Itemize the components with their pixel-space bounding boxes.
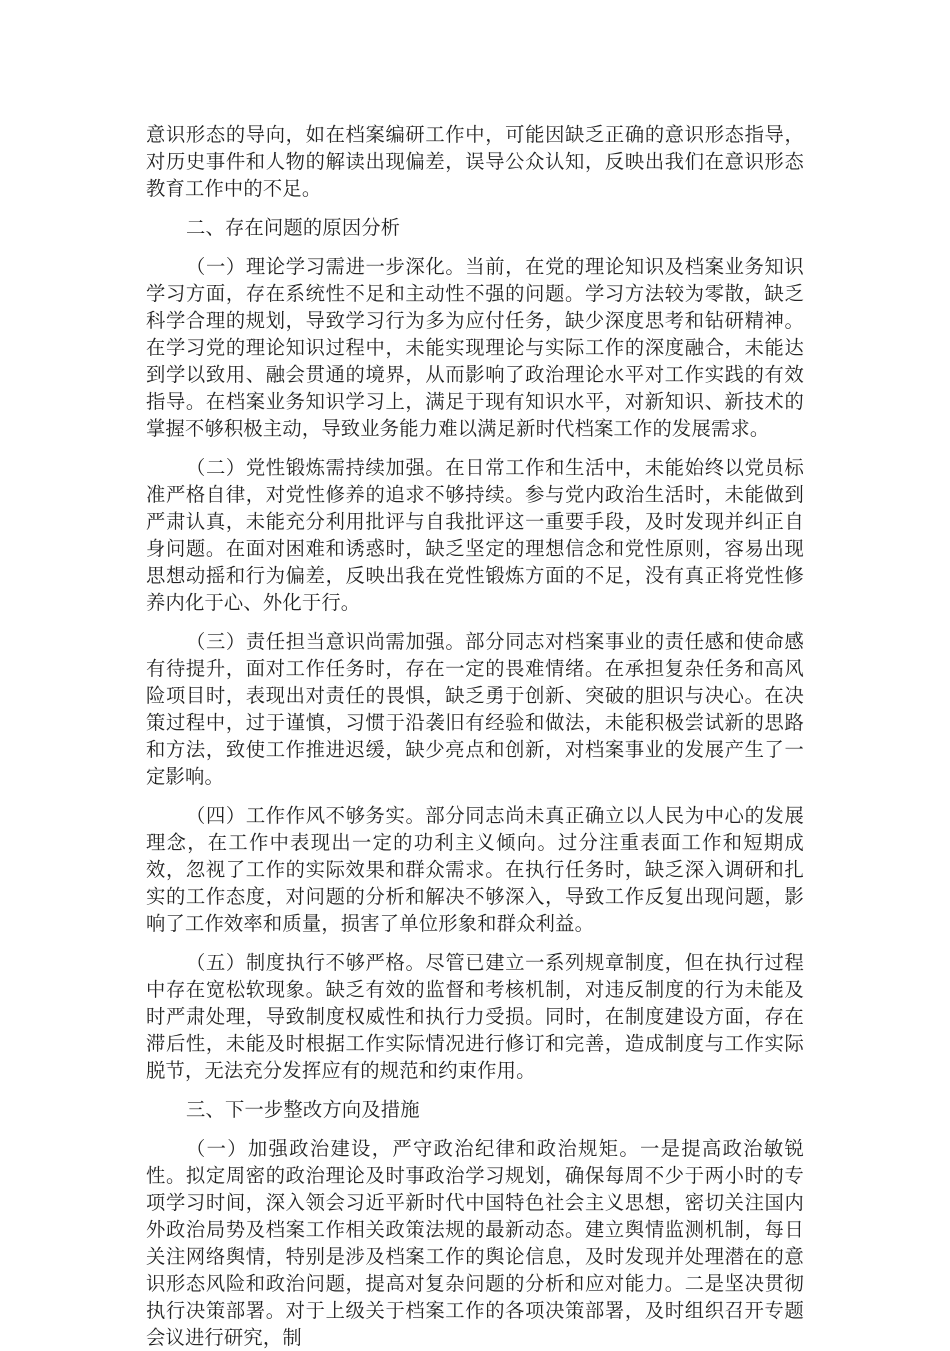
paragraph-party-spirit: （二）党性锻炼需持续加强。在日常工作和生活中，未能始终以党员标准严格自律，对党性修养的追求不够持续。参与党内政治生活时，未能做到严肃认真，未能充分利用批评与自我批评这一重要手段，及时发现并纠正自身问题。在面对困难和诱惑时，缺乏坚定的理想信念和党性原则，容易出现思想动摇和行为偏差，反映出我在党性锻炼方面的不足，没有真正将党性修养内化于心、外化于行。: [146, 456, 804, 614]
section-heading-rectification: 三、下一步整改方向及措施: [186, 1098, 420, 1121]
section-heading-cause-analysis: 二、存在问题的原因分析: [186, 216, 401, 239]
document-page: [146, 121, 804, 1351]
paragraph-responsibility: （三）责任担当意识尚需加强。部分同志对档案事业的责任感和使命感有待提升，面对工作任务时，存在一定的畏难情绪。在承担复杂任务和高风险项目时，表现出对责任的畏惧，缺乏勇于创新、突破的胆识与决心。在决策过程中，过于谨慎，习惯于沿袭旧有经验和做法，未能积极尝试新的思路和方法，致使工作推进迟缓，缺少亮点和创新，对档案事业的发展产生了一定影响。: [146, 630, 804, 788]
paragraph-theory-study: （一）理论学习需进一步深化。当前，在党的理论知识及档案业务知识学习方面，存在系统性不足和主动性不强的问题。学习方法较为零散，缺乏科学合理的规划，导致学习行为多为应付任务，缺少深度思考和钻研精神。在学习党的理论知识过程中，未能实现理论与实际工作的深度融合，未能达到学以致用、融会贯通的境界，从而影响了政治理论水平对工作实践的有效指导。在档案业务知识学习上，满足于现有知识水平，对新知识、新技术的掌握不够积极主动，导致业务能力难以满足新时代档案工作的发展需求。: [146, 255, 804, 440]
paragraph-system-execution: （五）制度执行不够严格。尽管已建立一系列规章制度，但在执行过程中存在宽松软现象。缺乏有效的监督和考核机制，对违反制度的行为未能及时严肃处理，导致制度权威性和执行力受损。同时，在制度建设方面，存在滞后性，未能及时根据工作实际情况进行修订和完善，造成制度与工作实际脱节，无法充分发挥应有的规范和约束作用。: [146, 951, 804, 1082]
paragraph-work-style: （四）工作作风不够务实。部分同志尚未真正确立以人民为中心的发展理念，在工作中表现出一定的功利主义倾向。过分注重表面工作和短期成效，忽视了工作的实际效果和群众需求。在执行任务时，缺乏深入调研和扎实的工作态度，对问题的分析和解决不够深入，导致工作反复出现问题，影响了工作效率和质量，损害了单位形象和群众利益。: [146, 804, 804, 935]
paragraph-political-construction: （一）加强政治建设，严守政治纪律和政治规矩。一是提高政治敏锐性。拟定周密的政治理论及时事政治学习规划，确保每周不少于两小时的专项学习时间，深入领会习近平新时代中国特色社会主义思想，密切关注国内外政治局势及档案工作相关政策法规的最新动态。建立舆情监测机制，每日关注网络舆情，特别是涉及档案工作的舆论信息，及时发现并处理潜在的意识形态风险和政治问题，提高对复杂问题的分析和应对能力。二是坚决贯彻执行决策部署。对于上级关于档案工作的各项决策部署，及时组织召开专题会议进行研究，制: [146, 1137, 804, 1349]
paragraph-ideology-continued: 意识形态的导向，如在档案编研工作中，可能因缺乏正确的意识形态指导，对历史事件和人物的解读出现偏差，误导公众认知，反映出我们在意识形态教育工作中的不足。: [146, 123, 804, 200]
